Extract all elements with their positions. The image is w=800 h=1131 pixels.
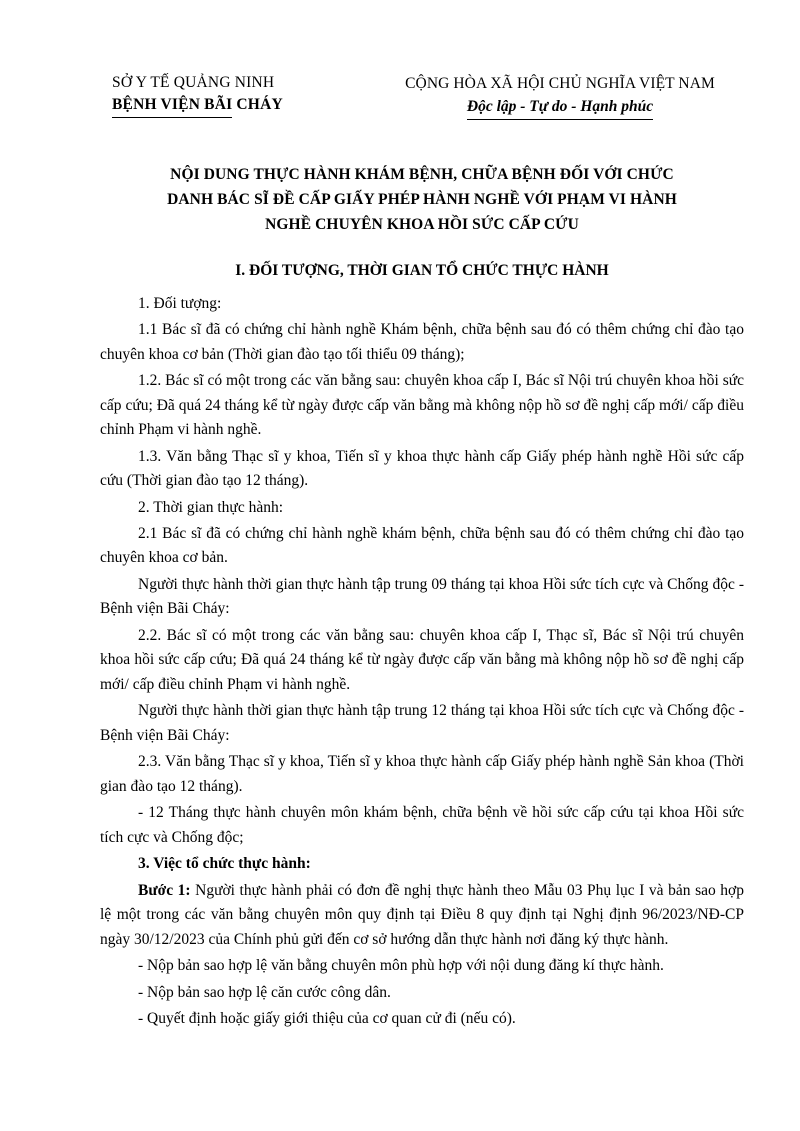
paragraph-bullet-3: - Quyết định hoặc giấy giới thiệu của cơ quan cử đi (nếu có). (138, 1010, 516, 1028)
section-heading-1: I. ĐỐI TƯỢNG, THỜI GIAN TỔ CHỨC THỰC HÀNH (235, 261, 609, 279)
hospital-name-part2: H VIỆN BÃI (144, 96, 233, 114)
paragraph-1-doi-tuong: 1. Đối tượng: (138, 294, 222, 312)
hospital-name-part3: CHÁY (232, 96, 283, 114)
paragraph-3-to-chuc: 3. Việc tổ chức thực hành: (138, 855, 311, 873)
paragraph-2-3-detail: - 12 Tháng thực hành chuyên môn khám bệnh, chữa bệnh về hồi sức cấp cứu tại khoa Hồi sức tích cực và Chống độc; (100, 804, 744, 846)
paragraph-1-1: 1.1 Bác sĩ đã có chứng chỉ hành nghề Khám bệnh, chữa bệnh sau đó có thêm chứng chỉ đào tạo chuyên khoa cơ bản (Thời gian đào tạo tối thiểu 09 tháng); (100, 321, 744, 363)
national-title: CỘNG HÒA XÃ HỘI CHỦ NGHĨA VIỆT NAM (405, 75, 715, 92)
national-motto (382, 95, 738, 119)
hospital-name-part1: BỆN (112, 96, 145, 114)
step-1-text: Người thực hành phải có đơn đề nghị thực hành theo Mẫu 03 Phụ lục I và bản sao hợp lệ một trong các văn bằng chuyên môn quy định tại Điều 8 quy định tại Nghị định 96/2023/NĐ-CP ngày 30/12/2023 của Chính phủ gửi đến cơ sở hướng dẫn thực hành nơi đăng ký thực hành. (100, 881, 744, 948)
page-title-line-3: NGHỀ CHUYÊN KHOA HỒI SỨC CẤP CỨU (265, 215, 579, 233)
paragraph-2-thoi-gian: 2. Thời gian thực hành: (138, 498, 284, 516)
paragraph-2-1: 2.1 Bác sĩ đã có chứng chỉ hành nghề khám bệnh, chữa bệnh sau đó có thêm chứng chỉ đào tạo chuyên khoa cơ bản. (100, 524, 744, 567)
hospital-name-underlined (112, 94, 232, 117)
page-title (114, 162, 730, 237)
national-motto-underlined: Độc lập - Tự do - Hạnh phúc (467, 95, 653, 119)
page-title-line-1: NỘI DUNG THỰC HÀNH KHÁM BỆNH, CHỮA BỆNH ĐỐI VỚI CHỨC (170, 165, 674, 183)
paragraph-2-3: 2.3. Văn bằng Thạc sĩ y khoa, Tiến sĩ y khoa thực hành cấp Giấy phép hành nghề Sản khoa (Thời gian đào tạo 12 tháng). (100, 753, 744, 795)
hospital-name (112, 94, 382, 117)
document-header (100, 72, 744, 120)
page-title-line-2: DANH BÁC SĨ ĐỀ CẤP GIẤY PHÉP HÀNH NGHỀ VỚI PHẠM VI HÀNH (167, 190, 677, 208)
paragraph-1-2: 1.2. Bác sĩ có một trong các văn bằng sau: chuyên khoa cấp I, Bác sĩ Nội trú chuyên khoa hồi sức cấp cứu; Đã quá 24 tháng kể từ ngày được cấp văn bằng mà không nộp hồ sơ đề nghị cấp mới/ cấp điều chỉnh Phạm vi hành nghề. (100, 372, 744, 439)
header-left-block (100, 72, 382, 118)
paragraph-bullet-1: - Nộp bản sao hợp lệ văn bằng chuyên môn phù hợp với nội dung đăng kí thực hành. (138, 957, 664, 975)
paragraph-bullet-2: - Nộp bản sao hợp lệ căn cước công dân. (138, 983, 391, 1001)
paragraph-2-2-detail: Người thực hành thời gian thực hành tập trung 12 tháng tại khoa Hồi sức tích cực và Chống độc - Bệnh viện Bãi Cháy: (100, 702, 744, 744)
step-1-label: Bước 1: (138, 881, 191, 899)
paragraph-step-1 (100, 879, 744, 952)
issuing-authority: SỞ Y TẾ QUẢNG NINH (112, 74, 275, 91)
paragraph-1-3: 1.3. Văn bằng Thạc sĩ y khoa, Tiến sĩ y khoa thực hành cấp Giấy phép hành nghề Hồi sức cấp cứu (Thời gian đào tạo 12 tháng). (100, 447, 744, 490)
paragraph-2-1-detail: Người thực hành thời gian thực hành tập trung 09 tháng tại khoa Hồi sức tích cực và Chống độc - Bệnh viện Bãi Cháy: (100, 575, 744, 618)
paragraph-2-2: 2.2. Bác sĩ có một trong các văn bằng sau: chuyên khoa cấp I, Thạc sĩ, Bác sĩ Nội trú chuyên khoa hồi sức cấp cứu; Đã quá 24 tháng kể từ ngày được cấp văn bằng mà không nộp hồ sơ đề nghị cấp mới/ cấp điều chỉnh Phạm vi hành nghề. (100, 626, 744, 693)
header-right-block (382, 72, 744, 120)
